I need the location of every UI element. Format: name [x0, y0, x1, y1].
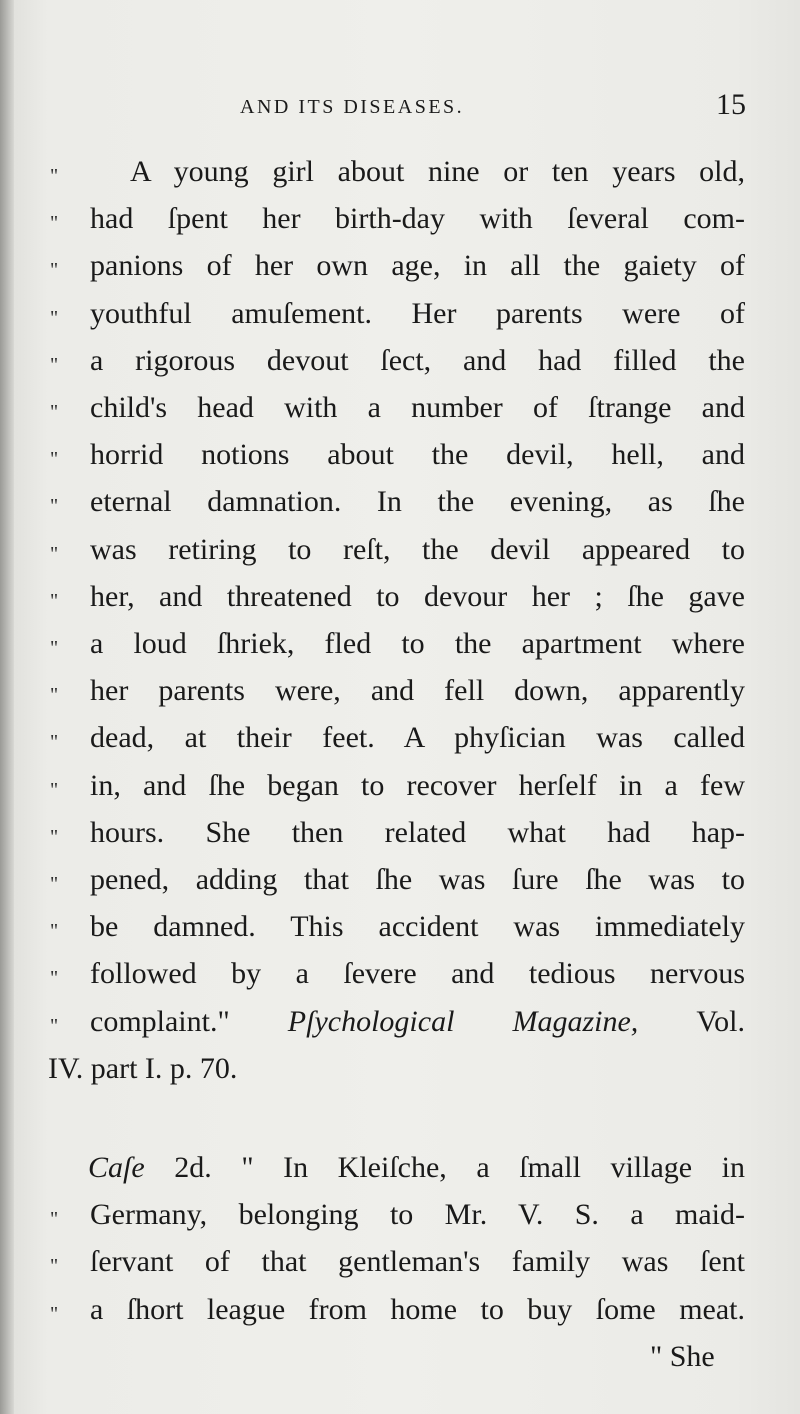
text-line	[0, 1245, 800, 1291]
text-line	[0, 1340, 800, 1386]
line-text: in, and ſhe began to recover herſelf in a few	[90, 768, 745, 802]
text-line	[0, 485, 800, 531]
quote-mark: "	[50, 920, 59, 943]
text-line	[0, 910, 800, 956]
text-line	[0, 391, 800, 437]
text-line	[0, 1052, 800, 1098]
quote-mark: "	[50, 306, 59, 329]
text-line	[0, 533, 800, 579]
catchword: " She	[650, 1339, 715, 1373]
text-line	[0, 1151, 800, 1197]
quote-mark: "	[50, 542, 59, 565]
quote-mark: "	[50, 589, 59, 612]
text-line	[0, 580, 800, 626]
line-text: was retiring to reſt, the devil appeared to	[90, 532, 745, 566]
citation-line	[90, 1005, 745, 1039]
line-text: A young girl about nine or ten years old,	[130, 155, 745, 188]
line-text: a loud ſhriek, fled to the apartment where	[90, 627, 745, 660]
quote-mark: "	[50, 1255, 59, 1278]
quote-mark: "	[50, 401, 59, 423]
line-text: be damned. This accident was immediately	[90, 910, 745, 944]
text-line	[0, 249, 800, 295]
text-line	[0, 816, 800, 862]
text-line	[0, 1005, 800, 1051]
line-text: panions of her own age, in all the gaiety of	[90, 249, 745, 283]
quote-mark: "	[50, 448, 59, 471]
line-text: ſervant of that gentleman's family was ſent	[90, 1245, 745, 1279]
line-text: had ſpent her birth-day with ſeveral com-	[90, 202, 745, 236]
quote-mark: "	[50, 1208, 59, 1231]
case-number: 2d.	[174, 1150, 242, 1184]
citation-lead: complaint."	[90, 1004, 288, 1038]
line-text: Germany, belonging to Mr. V. S. a maid-	[90, 1198, 745, 1232]
citation-continuation: IV. part I. p. 70.	[48, 1051, 238, 1085]
text-line	[0, 674, 800, 720]
line-text: eternal damnation. In the evening, as ſhe	[90, 485, 745, 519]
line-text: followed by a ſevere and tedious nervous	[90, 957, 745, 991]
quote-mark: "	[50, 212, 59, 235]
text-line	[0, 957, 800, 1003]
citation-source: Pſychological Magazine,	[287, 1004, 697, 1038]
quote-mark: "	[50, 825, 59, 848]
text-line	[0, 438, 800, 484]
text-line	[0, 202, 800, 248]
text-line	[0, 769, 800, 815]
quote-mark: "	[50, 637, 59, 659]
text-line	[0, 155, 800, 201]
text-line	[0, 1198, 800, 1244]
quote-mark: "	[50, 731, 59, 754]
text-line	[0, 863, 800, 909]
case-label: Caſe	[88, 1150, 175, 1184]
quote-mark: "	[50, 353, 59, 376]
text-line	[0, 344, 800, 390]
quote-mark: "	[50, 778, 59, 801]
line-text: horrid notions about the devil, hell, and	[90, 438, 745, 472]
line-text: youthful amuſement. Her parents were of	[90, 296, 745, 330]
quote-mark: "	[50, 495, 59, 518]
line-text: pened, adding that ſhe was ſure ſhe was to	[90, 863, 745, 896]
line-text: dead, at their feet. A phyſician was called	[90, 721, 745, 755]
line-text: a rigorous devout ſect, and had filled the	[90, 343, 745, 377]
line-text: child's head with a number of ſtrange and	[90, 391, 745, 424]
quote-mark: "	[50, 1302, 59, 1325]
page-number: 15	[716, 88, 746, 121]
running-header: AND ITS DISEASES.	[240, 96, 465, 118]
line-text: her, and threatened to devour her ; ſhe gave	[90, 579, 745, 613]
line-text: her parents were, and fell down, apparently	[90, 674, 745, 708]
text-line	[0, 297, 800, 343]
quote-mark: "	[50, 873, 59, 895]
text-line	[0, 1293, 800, 1339]
case-first-text: " In Kleiſche, a ſmall village in	[241, 1150, 746, 1184]
quote-mark: "	[50, 165, 59, 187]
line-text: hours. She then related what had hap-	[90, 815, 745, 849]
quote-mark: "	[50, 967, 59, 990]
line-text: a ſhort league from home to buy ſome meat.	[90, 1292, 745, 1326]
citation-volume: Vol.	[696, 1004, 745, 1038]
quote-mark: "	[50, 259, 59, 282]
text-line	[0, 721, 800, 767]
quote-mark: "	[50, 684, 59, 707]
text-line	[0, 627, 800, 673]
quote-mark: "	[50, 1014, 59, 1037]
case-heading-line	[88, 1151, 745, 1185]
